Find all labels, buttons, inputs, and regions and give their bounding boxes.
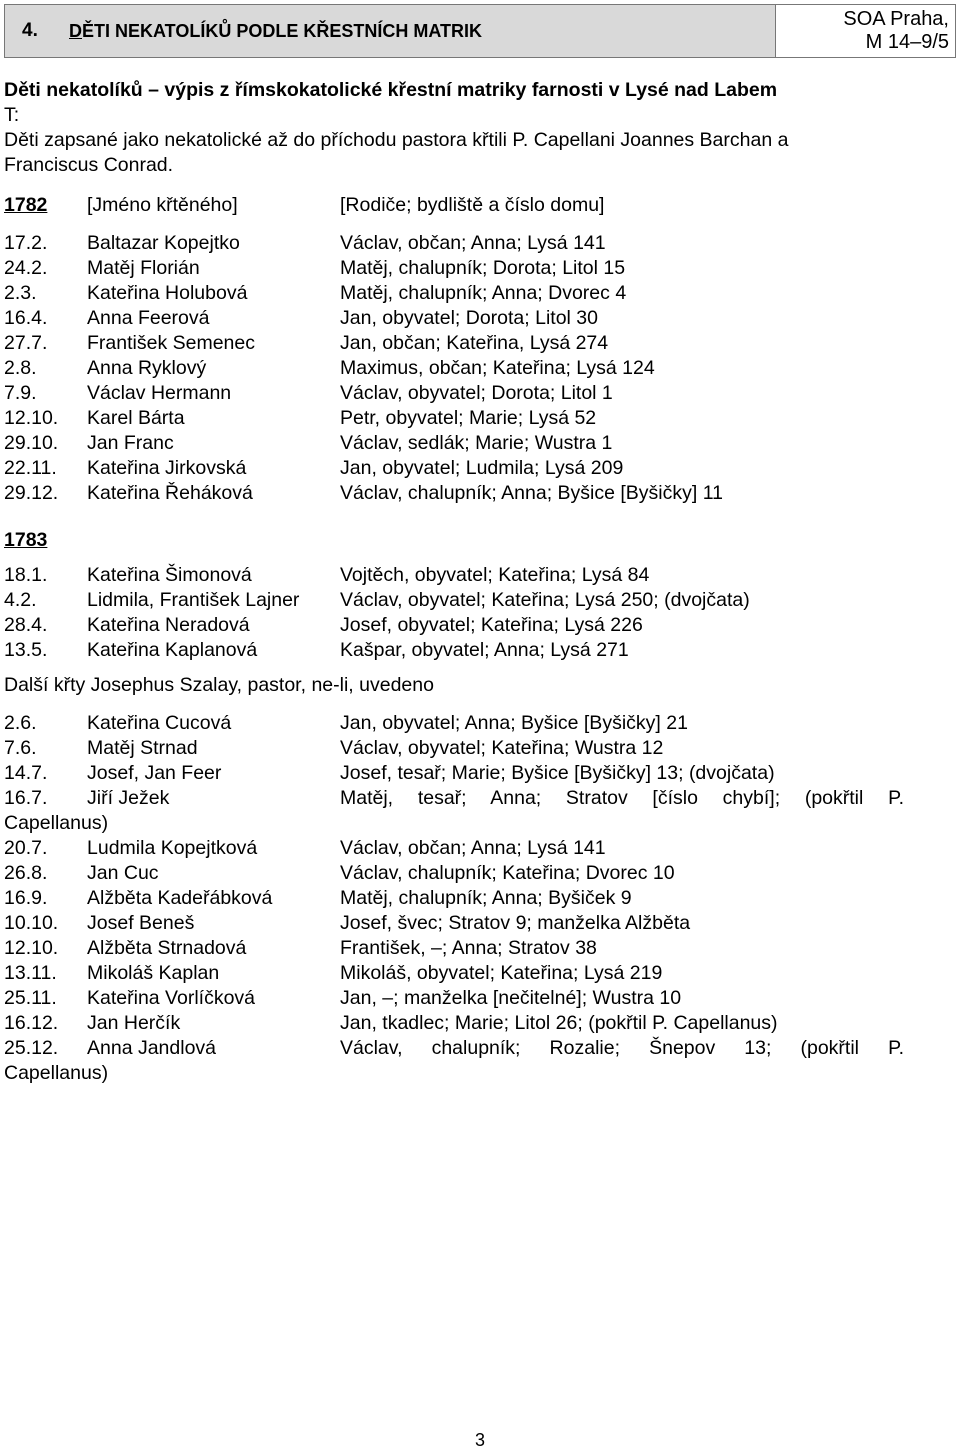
year-heading-1783: 1783	[4, 529, 48, 551]
entry-date: 25.11.	[4, 987, 57, 1009]
entry-parents: Jan, občan; Kateřina, Lysá 274	[340, 332, 609, 354]
entry-name: Jan Cuc	[87, 862, 159, 884]
entry-name: Baltazar Kopejtko	[87, 232, 240, 254]
entry-name: Josef Beneš	[87, 912, 195, 934]
entry-parents: Matěj, chalupník; Anna; Dvorec 4	[340, 282, 627, 304]
archive-reference	[776, 5, 955, 57]
entry-date: 24.2.	[4, 257, 48, 279]
entry-parents: Jan, obyvatel; Ludmila; Lysá 209	[340, 457, 624, 479]
entry-row	[4, 256, 924, 281]
entry-row	[4, 331, 924, 356]
entry-date: 25.12.	[4, 1037, 59, 1059]
entry-row	[4, 588, 924, 613]
entry-name: Kateřina Řeháková	[87, 482, 253, 504]
entry-row	[4, 563, 924, 588]
entry-date: 17.2.	[4, 232, 48, 254]
entry-date: 16.7.	[4, 787, 48, 809]
entry-row	[4, 861, 924, 886]
entry-parents: Josef, švec; Stratov 9; manželka Alžběta	[340, 912, 691, 934]
entry-date: 12.10.	[4, 407, 59, 429]
archive-signature: M 14–9/5	[865, 31, 949, 53]
entry-row	[4, 736, 924, 761]
entry-row	[4, 281, 924, 306]
section-title	[69, 21, 482, 42]
entries-1783-part1	[4, 563, 924, 663]
entry-parents: Josef, tesař; Marie; Byšice [Byšičky] 13; (dvojčata)	[340, 762, 775, 784]
entry-name: Kateřina Kaplanová	[87, 639, 258, 661]
entry-date: 7.9.	[4, 382, 37, 404]
entry-date: 2.3.	[4, 282, 37, 304]
entry-row	[4, 406, 924, 431]
entry-name: Kateřina Cucová	[87, 712, 232, 734]
entry-parents: Maximus, občan; Kateřina; Lysá 124	[340, 357, 655, 379]
entry-name: Ludmila Kopejtková	[87, 837, 258, 859]
entry-parents: Václav, obyvatel; Dorota; Litol 1	[340, 382, 613, 404]
entry-name: Jiří Ježek	[87, 787, 170, 809]
entry-row	[4, 306, 924, 331]
entry-parents: Jan, –; manželka [nečitelné]; Wustra 10	[340, 987, 682, 1009]
entry-parents: Václav, chalupník; Rozalie; Šnepov 13; (pokřtil P.	[340, 1037, 904, 1059]
entry-name: Jan Franc	[87, 432, 174, 454]
entry-parents: Václav, obyvatel; Kateřina; Wustra 12	[340, 737, 664, 759]
entry-parents: Jan, obyvatel; Anna; Byšice [Byšičky] 21	[340, 712, 688, 734]
entry-row	[4, 231, 924, 256]
entry-name: Anna Ryklový	[87, 357, 207, 379]
entry-date: 26.8.	[4, 862, 48, 884]
header-title-box	[5, 5, 776, 57]
entry-name: Kateřina Šimonová	[87, 564, 252, 586]
entry-parents: Kašpar, obyvatel; Anna; Lysá 271	[340, 639, 629, 661]
entry-row	[4, 381, 924, 406]
entry-name: Mikoláš Kaplan	[87, 962, 220, 984]
entry-parents: František, –; Anna; Stratov 38	[340, 937, 597, 959]
entry-parents: Vojtěch, obyvatel; Kateřina; Lysá 84	[340, 564, 650, 586]
entry-name: Matěj Florián	[87, 257, 200, 279]
entry-name: Anna Feerová	[87, 307, 210, 329]
entry-row	[4, 638, 924, 663]
entry-date: 7.6.	[4, 737, 37, 759]
entry-row	[4, 711, 924, 736]
entry-parents: Jan, tkadlec; Marie; Litol 26; (pokřtil P. Capellanus)	[340, 1012, 778, 1034]
entry-date: 4.2.	[4, 589, 37, 611]
column-header-row	[4, 193, 924, 218]
entry-name: Jan Herčík	[87, 1012, 181, 1034]
entry-date: 29.10.	[4, 432, 59, 454]
section-title-initial: D	[69, 20, 82, 41]
entries-1783-part3	[4, 836, 924, 1036]
entry-parents: Matěj, chalupník; Dorota; Litol 15	[340, 257, 626, 279]
entry-row	[4, 481, 924, 506]
entry-row	[4, 1011, 924, 1036]
entry-name: Anna Jandlová	[87, 1037, 217, 1059]
entry-date: 18.1.	[4, 564, 48, 586]
entry-row	[4, 456, 924, 481]
archive-name: SOA Praha,	[843, 8, 949, 30]
entry-date: 12.10.	[4, 937, 59, 959]
entry-name: Alžběta Kadeřábková	[87, 887, 273, 909]
entry-date: 10.10.	[4, 912, 59, 934]
entry-parents: Jan, obyvatel; Dorota; Litol 30	[340, 307, 598, 329]
column-heading-parents: [Rodiče; bydliště a číslo domu]	[340, 194, 605, 216]
entry-date: 14.7.	[4, 762, 48, 784]
entry-parents: Václav, obyvatel; Kateřina; Lysá 250; (dvojčata)	[340, 589, 750, 611]
entries-1782	[4, 231, 924, 506]
entry-name: Kateřina Neradová	[87, 614, 250, 636]
entry-date: 22.11.	[4, 457, 57, 479]
entry-date: 28.4.	[4, 614, 48, 636]
entry-date: 13.5.	[4, 639, 48, 661]
entry-date: 2.6.	[4, 712, 37, 734]
entry-parents: Václav, občan; Anna; Lysá 141	[340, 837, 606, 859]
section-title-rest: ĚTI NEKATOLÍKŮ PODLE KŘESTNÍCH MATRIK	[82, 20, 482, 41]
entry-row	[4, 886, 924, 911]
entry-parents-continued: Capellanus)	[4, 812, 109, 834]
entry-row	[4, 431, 924, 456]
entry-row	[4, 356, 924, 381]
entry-name: Alžběta Strnadová	[87, 937, 247, 959]
entry-date: 27.7.	[4, 332, 48, 354]
entry-parents: Josef, obyvatel; Kateřina; Lysá 226	[340, 614, 643, 636]
year-heading-row-1783	[4, 528, 924, 553]
page-number: 3	[474, 1430, 485, 1450]
entry-parents: Mikoláš, obyvatel; Kateřina; Lysá 219	[340, 962, 663, 984]
entry-name: Kateřina Vorlíčková	[87, 987, 256, 1009]
entry-date: 20.7.	[4, 837, 48, 859]
entry-date: 16.9.	[4, 887, 48, 909]
entry-row	[4, 1036, 924, 1086]
entry-row	[4, 786, 924, 836]
entry-row	[4, 936, 924, 961]
entry-parents: Petr, obyvatel; Marie; Lysá 52	[340, 407, 597, 429]
document-body	[4, 78, 924, 1086]
document-title: Děti nekatolíků – výpis z římskokatolické křestní matriky farnosti v Lysé nad Labem	[4, 79, 778, 101]
entry-row	[4, 911, 924, 936]
entry-name: Lidmila, František Lajner	[87, 589, 300, 611]
entry-row	[4, 961, 924, 986]
entry-row	[4, 613, 924, 638]
entry-date: 16.12.	[4, 1012, 59, 1034]
entry-date: 16.4.	[4, 307, 48, 329]
entry-name: František Semenec	[87, 332, 255, 354]
entry-name: Kateřina Holubová	[87, 282, 248, 304]
entry-name: Václav Hermann	[87, 382, 232, 404]
entry-name: Matěj Strnad	[87, 737, 198, 759]
entry-parents: Václav, chalupník; Kateřina; Dvorec 10	[340, 862, 675, 884]
entry-name: Karel Bárta	[87, 407, 185, 429]
entries-1783-part2	[4, 711, 924, 786]
further-baptisms-note: Další křty Josephus Szalay, pastor, ne-li, uvedeno	[4, 674, 434, 696]
entry-parents: Václav, občan; Anna; Lysá 141	[340, 232, 606, 254]
section-number: 4.	[22, 20, 38, 41]
entry-row	[4, 986, 924, 1011]
t-label: T:	[4, 104, 20, 126]
entry-name: Josef, Jan Feer	[87, 762, 222, 784]
section-header	[4, 4, 956, 58]
entry-row	[4, 836, 924, 861]
intro-note-line2: Franciscus Conrad.	[4, 154, 174, 176]
entry-date: 13.11.	[4, 962, 57, 984]
entry-date: 2.8.	[4, 357, 37, 379]
column-heading-name: [Jméno křtěného]	[87, 194, 238, 216]
entry-parents: Matěj, chalupník; Anna; Byšiček 9	[340, 887, 632, 909]
entry-row	[4, 761, 924, 786]
entry-parents: Matěj, tesař; Anna; Stratov [číslo chybí]; (pokřtil P.	[340, 787, 904, 809]
entry-name: Kateřina Jirkovská	[87, 457, 247, 479]
entry-date: 29.12.	[4, 482, 59, 504]
year-heading-1782: 1782	[4, 194, 48, 216]
entry-parents: Václav, chalupník; Anna; Byšice [Byšičky] 11	[340, 482, 723, 504]
entry-parents-continued: Capellanus)	[4, 1062, 109, 1084]
entry-parents: Václav, sedlák; Marie; Wustra 1	[340, 432, 613, 454]
intro-note-line1: Děti zapsané jako nekatolické až do příchodu pastora křtili P. Capellani Joannes Barchan a	[4, 129, 789, 151]
